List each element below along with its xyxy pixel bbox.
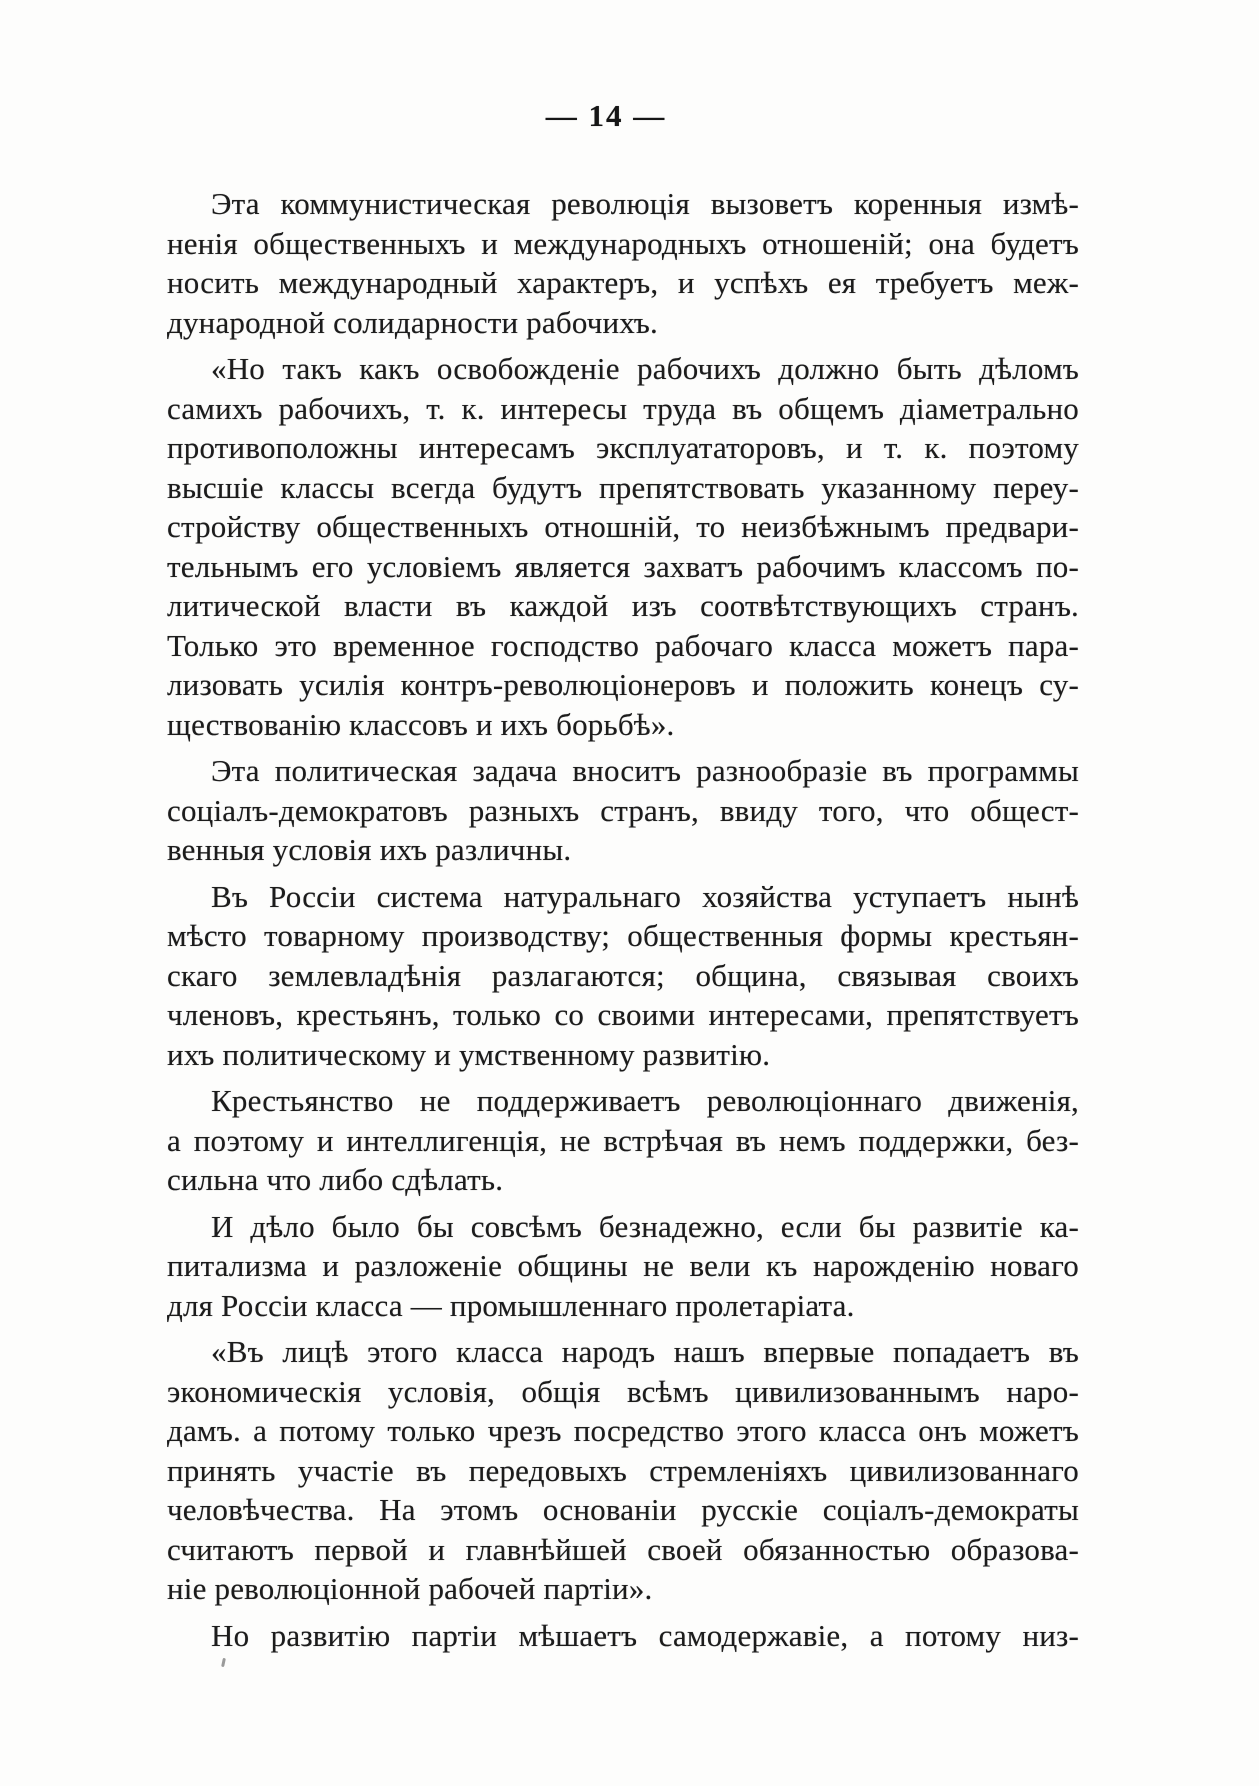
paragraph [167, 1332, 1079, 1609]
text-line: членовъ, крестьянъ, только со своими интересами, препятствуетъ [167, 997, 1079, 1032]
text-line: венныя условія ихъ различны. [167, 832, 572, 867]
text-line: ществованію классовъ и ихъ борьбѣ». [167, 706, 675, 742]
paragraph [167, 751, 1079, 870]
text-line: скаго землевладѣнія разлагаются; община, связывая своихъ [167, 957, 1079, 993]
text-line: Только это временное господство рабочаго класса можетъ пара- [167, 627, 1079, 663]
text-line: литической власти въ каждой изъ соотвѣтствующихъ странъ. [167, 588, 1079, 623]
text-line: питализма и разложеніе общины не вели къ нарожденію новаго [167, 1248, 1079, 1283]
body-text [167, 184, 1079, 1655]
text-line: Въ Россіи система натуральнаго хозяйства уступаетъ нынѣ [211, 878, 1079, 914]
text-line: Эта политическая задача вноситъ разнообразіе въ программы [211, 753, 1079, 788]
text-line: «Но такъ какъ освобожденіе рабочихъ должно быть дѣломъ [211, 351, 1079, 386]
paragraph [167, 184, 1079, 342]
text-line: считаютъ первой и главнѣйшей своей обязанностью образова- [167, 1531, 1079, 1567]
text-line: экономическія условія, общія всѣмъ цивилизованнымъ наро- [167, 1373, 1079, 1409]
paragraph [167, 877, 1079, 1075]
paragraph [167, 1081, 1079, 1200]
text-line: «Въ лицѣ этого класса народъ нашъ впервые попадаетъ въ [211, 1334, 1079, 1369]
text-line: человѣчества. На этомъ основаніи русскіе соціалъ-демократы [167, 1492, 1079, 1527]
text-line: а поэтому и интеллигенція, не встрѣчая въ немъ поддержки, без- [167, 1122, 1079, 1158]
text-line: самихъ рабочихъ, т. к. интересы труда въ общемъ діаметрально [167, 390, 1079, 426]
text-line: Крестьянство не поддерживаетъ революціоннаго движенія, [211, 1083, 1079, 1118]
text-line: соціалъ-демократовъ разныхъ странъ, ввиду того, что общест- [167, 792, 1079, 828]
page-number: — 14 — [545, 98, 667, 133]
text-line: ихъ политическому и умственному развитію. [167, 1036, 771, 1072]
text-line: мѣсто товарному производству; общественныя формы крестьян- [167, 918, 1079, 953]
ink-speck-artifact [221, 1658, 226, 1667]
paragraph [167, 1616, 1079, 1656]
text-line: сильна что либо сдѣлать. [167, 1162, 504, 1197]
text-line: Эта коммунистическая революція вызоветъ коренныя измѣ- [211, 186, 1079, 221]
text-line: ніе революціонной рабочей партіи». [167, 1571, 653, 1606]
text-line: носить международный характеръ, и успѣхъ ея требуетъ меж- [167, 265, 1079, 300]
text-line: тельнымъ его условіемъ является захватъ рабочимъ классомъ по- [167, 548, 1079, 584]
text-line: дамъ. а потому только чрезъ посредство этого класса онъ можетъ [167, 1413, 1079, 1448]
text-line: ненія общественныхъ и международныхъ отношеній; она будетъ [167, 225, 1079, 261]
text-line: лизовать усилія контръ-революціонеровъ и положить конецъ су- [167, 667, 1079, 702]
text-line: принять участіе въ передовыхъ стремленіяхъ цивилизованнаго [167, 1452, 1079, 1488]
text-line: дународной солидарности рабочихъ. [167, 304, 658, 340]
text-line: Но развитію партіи мѣшаетъ самодержавіе, а потому низ- [211, 1617, 1079, 1653]
text-line: стройству общественныхъ отношній, то неизбѣжнымъ предвари- [167, 509, 1079, 544]
text-line: для Россіи класса — промышленнаго пролетаріата. [167, 1287, 855, 1323]
text-line: И дѣло было бы совсѣмъ безнадежно, если бы развитіе ка- [211, 1208, 1079, 1244]
text-line: противоположны интересамъ эксплуататоровъ, и т. к. поэтому [167, 430, 1079, 465]
text-line: высшіе классы всегда будутъ препятствовать указанному переу- [167, 469, 1079, 505]
paragraph [167, 349, 1079, 744]
paragraph [167, 1207, 1079, 1326]
